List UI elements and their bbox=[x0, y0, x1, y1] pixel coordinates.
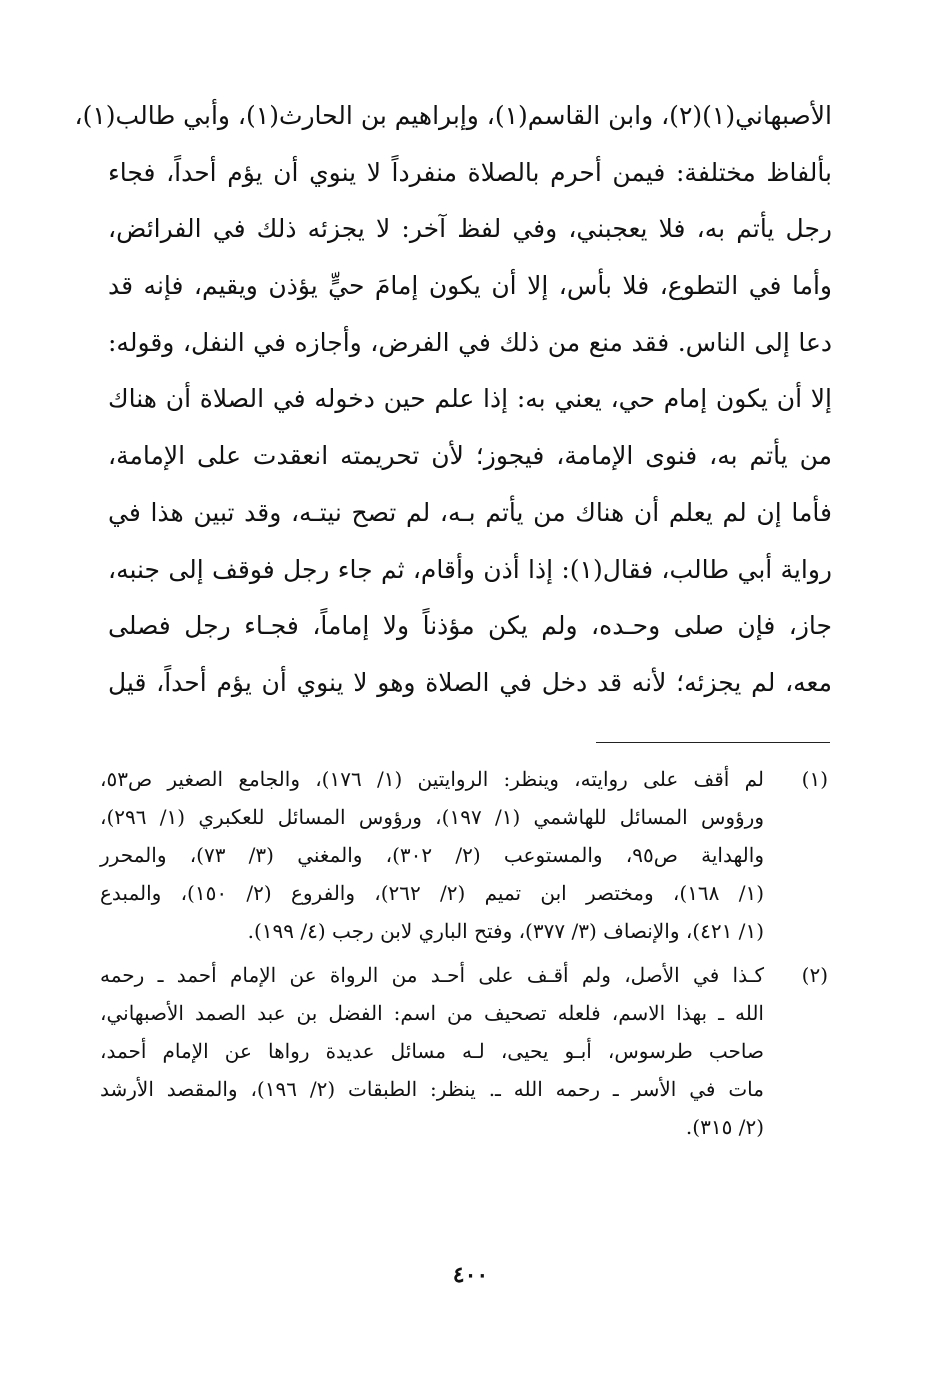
footnote-line: (١/ ٤٢١)، والإنصاف (٣/ ٣٧٧)، وفتح الباري لابن رجب (٤/ ١٩٩). bbox=[247, 919, 764, 943]
footnote-line: (١/ ١٦٨)، ومختصر ابن تميم (٢/ ٢٦٢)، والفروع (٢/ ١٥٠)، والمبدع bbox=[100, 881, 764, 905]
footnote-line: لم أقف على روايته، وينظر: الروايتين (١/ ١٧٦)، والجامع الصغير ص٥٣، bbox=[100, 767, 764, 791]
footnote-line: (٢/ ٣١٥). bbox=[685, 1115, 764, 1139]
footnote-body bbox=[100, 956, 764, 1146]
footnote-2 bbox=[100, 956, 828, 1146]
main-text-line: رواية أبي طالب، فقال(١): إذا أذن وأقام، ثم جاء رجل فوقف إلى جنبه، bbox=[108, 554, 832, 584]
footnote-line: والهداية ص٩٥، والمستوعب (٢/ ٣٠٢)، والمغني (٣/ ٧٣)، والمحرر bbox=[100, 843, 764, 867]
main-text-line: إلا أن يكون إمام حي، يعني به: إذا علم حين دخوله في الصلاة أن هناك bbox=[108, 384, 832, 414]
footnotes-section bbox=[100, 760, 828, 1152]
footnote-1 bbox=[100, 760, 828, 950]
footnote-number: (٢) bbox=[801, 963, 828, 987]
main-text-body bbox=[74, 88, 832, 712]
main-text-line: فأما إن لم يعلم أن هناك من يأتم بـه، لم تصح نيتـه، وقد تبين هذا في bbox=[108, 497, 832, 527]
main-text-line: جاز، فإن صلى وحـده، ولم يكن مؤذناً ولا إماماً، فجـاء رجل فصلى bbox=[108, 611, 832, 641]
footnote-number: (١) bbox=[801, 767, 828, 791]
main-text-line: رجل يأتم به، فلا يعجبني، وفي لفظ آخر: لا يجزئه ذلك في الفرائض، bbox=[108, 214, 832, 244]
footnote-divider bbox=[596, 742, 830, 743]
footnote-line: ورؤوس المسائل للهاشمي (١/ ١٩٧)، ورؤوس المسائل للعكبري (١/ ٢٩٦)، bbox=[100, 805, 764, 829]
footnote-body bbox=[100, 760, 764, 950]
main-text-line: وأما في التطوع، فلا بأس، إلا أن يكون إمامَ حيٍّ يؤذن ويقيم، فإنه قد bbox=[108, 271, 832, 301]
main-text-line: بألفاظ مختلفة: فيمن أحرم بالصلاة منفرداً لا ينوي أن يؤم أحداً، فجاء bbox=[108, 157, 832, 187]
footnote-line: صاحب طرسوس، أبـو يحيى، لـه مسائل عديدة رواها عن الإمام أحمد، bbox=[100, 1039, 764, 1063]
footnote-line: مات في الأسر ـ رحمه الله ـ. ينظر: الطبقات (٢/ ١٩٦)، والمقصد الأرشد bbox=[100, 1077, 764, 1101]
page-number: ٤٠٠ bbox=[452, 1262, 489, 1288]
main-text-line: معه، لم يجزئه؛ لأنه قد دخل في الصلاة وهو لا ينوي أن يؤم أحداً، قيل bbox=[108, 667, 832, 697]
footnote-line: كـذا في الأصل، ولم أقـف على أحـد من الرواة عن الإمام أحمد ـ رحمه bbox=[100, 963, 764, 987]
main-text-line: الأصبهاني(١)(٢)، وابن القاسم(١)، وإبراهيم بن الحارث(١)، وأبي طالب(١)، bbox=[74, 101, 832, 130]
footnote-line: الله ـ بهذا الاسم، فلعله تصحيف من اسم: الفضل بن عبد الصمد الأصبهاني، bbox=[100, 1001, 764, 1025]
main-text-line: دعا إلى الناس. فقد منع من ذلك في الفرض، وأجازه في النفل، وقوله: bbox=[108, 327, 832, 357]
main-text-line: من يأتم به، فنوى الإمامة، فيجوز؛ لأن تحريمته انعقدت على الإمامة، bbox=[108, 441, 832, 471]
